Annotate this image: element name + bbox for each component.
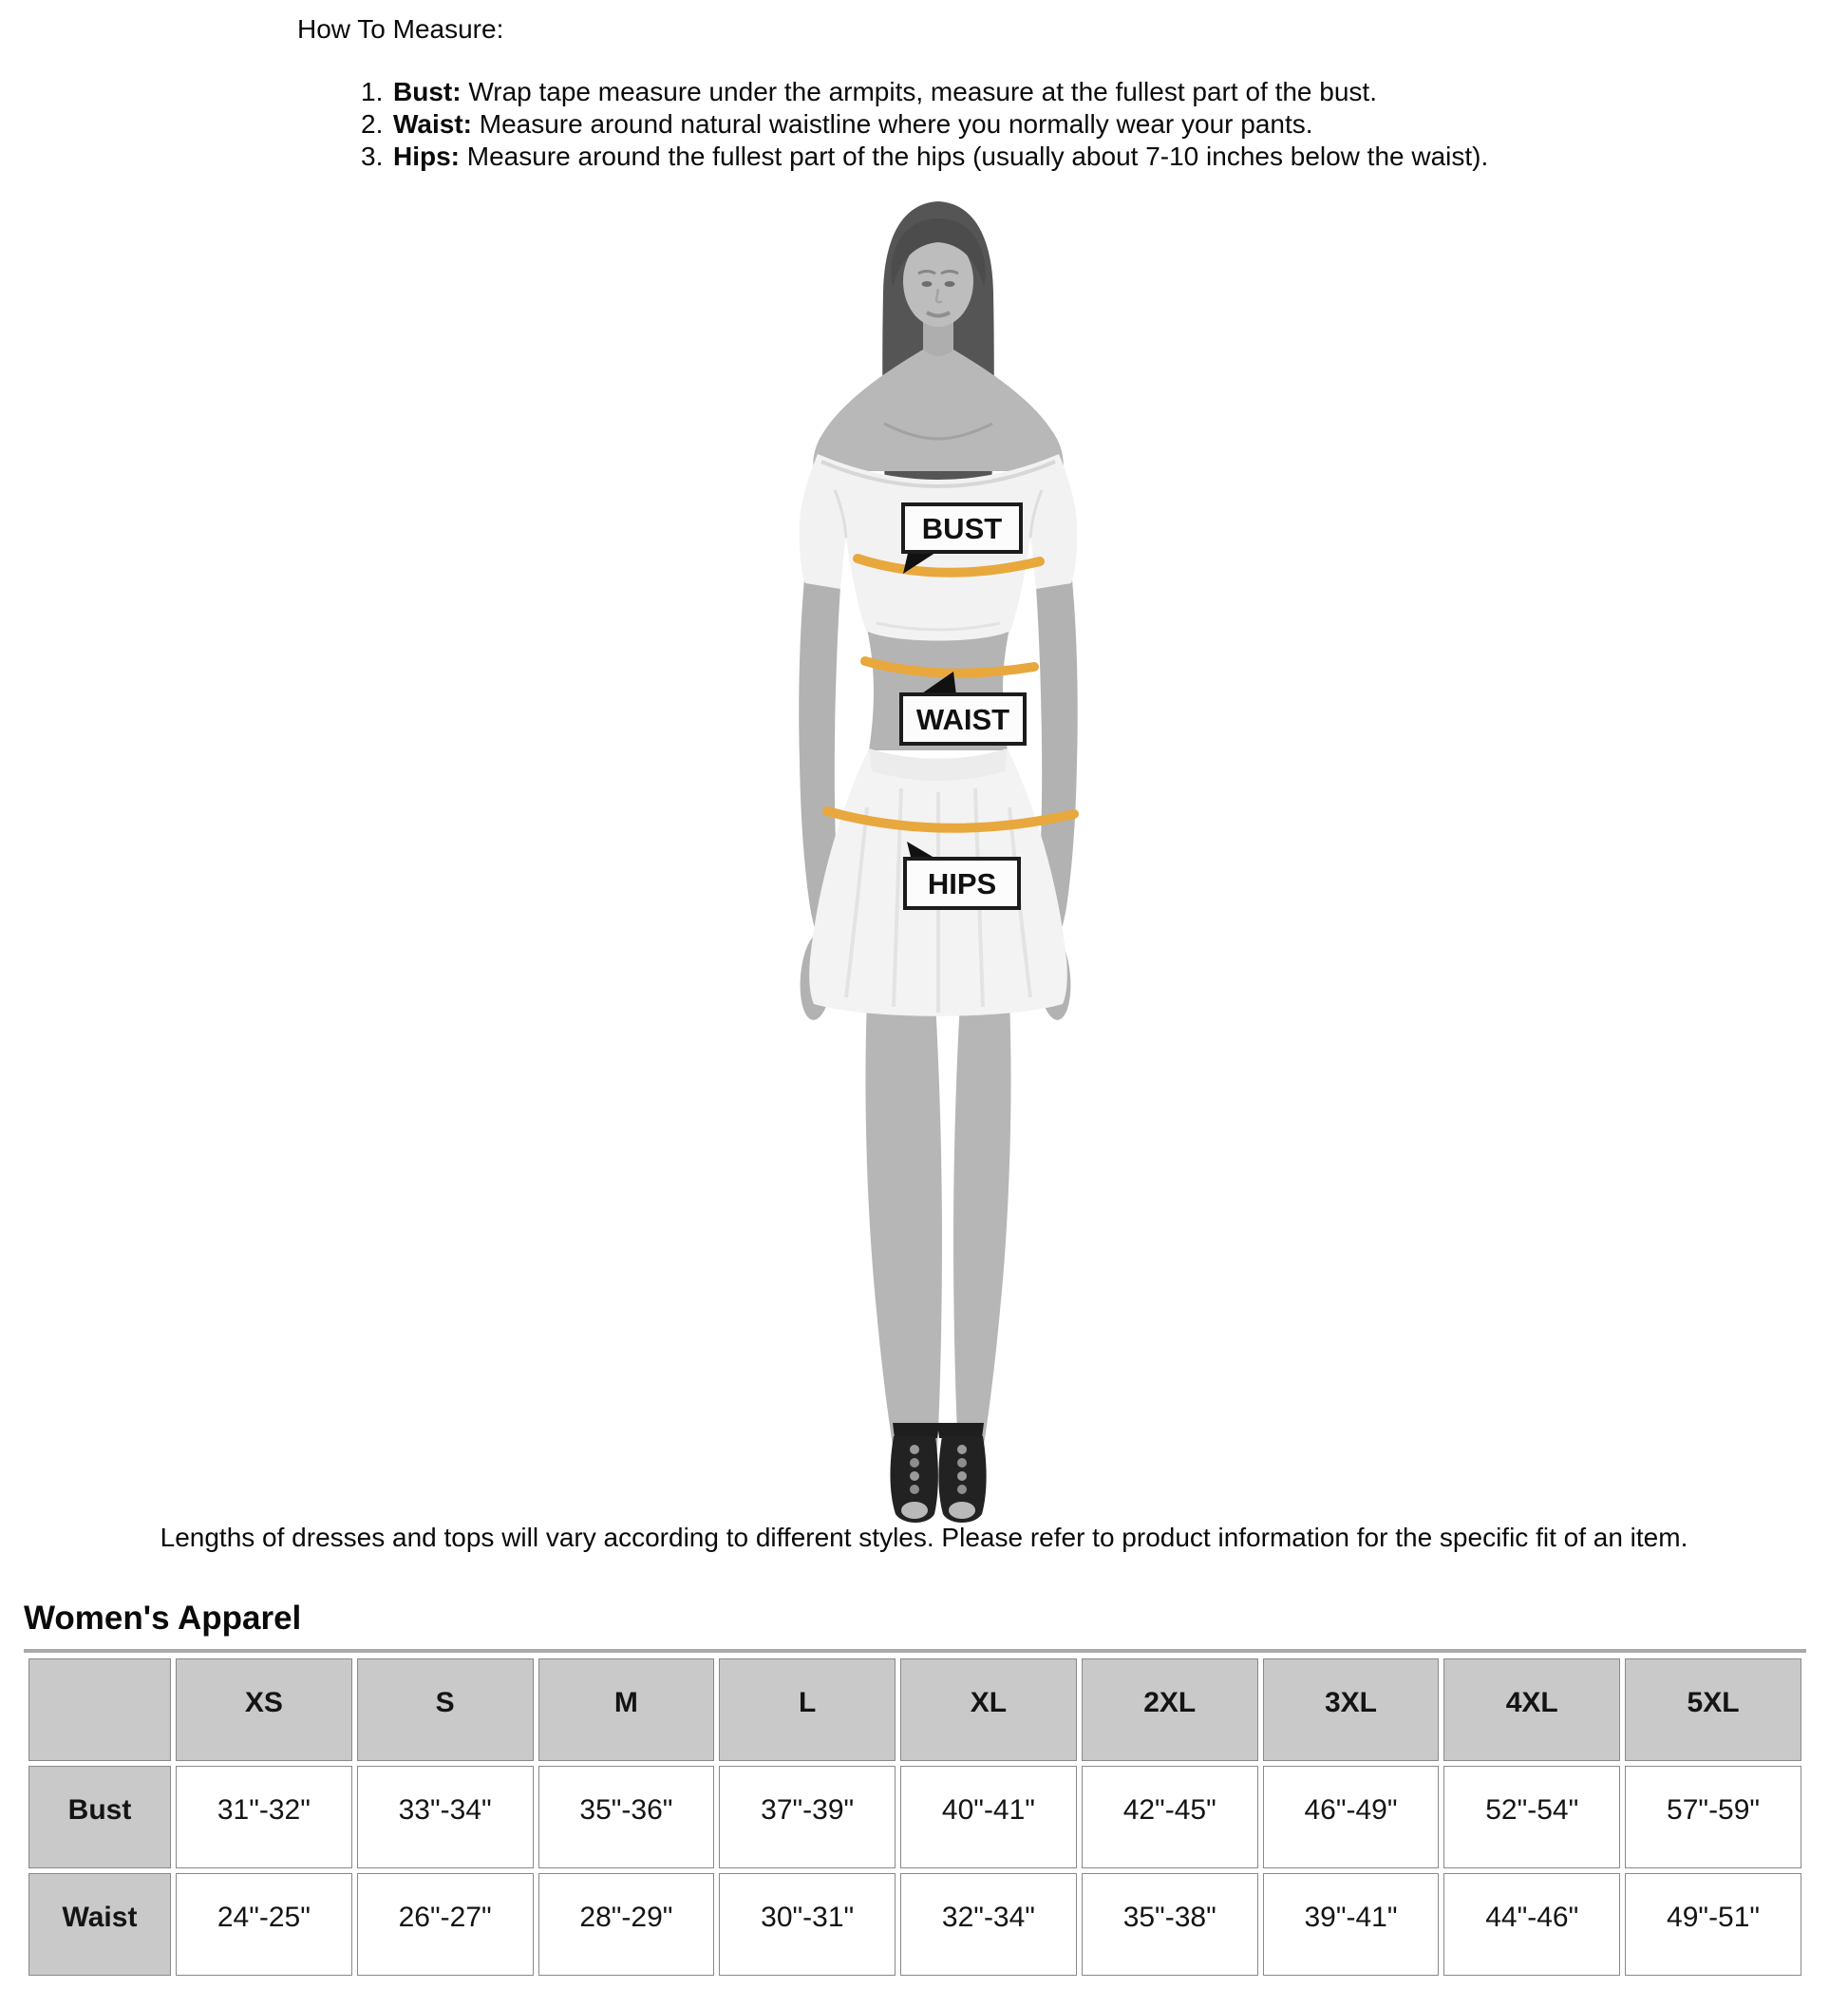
table-row bbox=[28, 1766, 1801, 1868]
size-value-cell: 40"-41" bbox=[900, 1766, 1077, 1868]
column-header-xs: XS bbox=[176, 1658, 352, 1761]
size-table bbox=[24, 1654, 1806, 1980]
column-header-2xl: 2XL bbox=[1082, 1658, 1258, 1761]
fit-note: Lengths of dresses and tops will vary according to different styles. Please refer to product information for the specific fit of an item. bbox=[160, 1523, 1688, 1552]
size-value-cell: 32"-34" bbox=[900, 1873, 1077, 1976]
hips-label-text: HIPS bbox=[927, 867, 997, 900]
size-value-cell: 37"-39" bbox=[719, 1766, 896, 1868]
instruction-term: Bust: bbox=[393, 77, 462, 106]
instruction-number: 3. bbox=[361, 142, 384, 171]
instruction-number: 2. bbox=[361, 109, 384, 139]
table-top-divider bbox=[24, 1649, 1806, 1653]
size-value-cell: 30"-31" bbox=[719, 1873, 896, 1976]
measure-instructions bbox=[361, 76, 1488, 173]
column-header-4xl: 4XL bbox=[1443, 1658, 1620, 1761]
instruction-term: Hips: bbox=[393, 142, 460, 171]
column-header-3xl: 3XL bbox=[1263, 1658, 1440, 1761]
right-eye bbox=[945, 281, 955, 287]
how-to-measure-title: How To Measure: bbox=[297, 14, 504, 44]
table-row bbox=[28, 1873, 1801, 1976]
size-value-cell: 57"-59" bbox=[1625, 1766, 1801, 1868]
size-value-cell: 42"-45" bbox=[1082, 1766, 1258, 1868]
right-shoe bbox=[937, 1423, 987, 1523]
column-header-s: S bbox=[357, 1658, 534, 1761]
bust-label-text: BUST bbox=[921, 512, 1003, 545]
size-value-cell: 28"-29" bbox=[538, 1873, 715, 1976]
size-value-cell: 39"-41" bbox=[1263, 1873, 1440, 1976]
instruction-hips bbox=[361, 141, 1488, 173]
instruction-term: Waist: bbox=[393, 109, 472, 139]
column-header-m: M bbox=[538, 1658, 715, 1761]
instruction-text: Measure around the fullest part of the hips (usually about 7-10 inches below the waist). bbox=[460, 142, 1489, 171]
size-value-cell: 46"-49" bbox=[1263, 1766, 1440, 1868]
size-table-body bbox=[28, 1766, 1801, 1976]
measurement-figure bbox=[725, 199, 1127, 1535]
size-value-cell: 31"-32" bbox=[176, 1766, 352, 1868]
left-eye bbox=[922, 281, 933, 287]
model-figure-image bbox=[725, 199, 1127, 1535]
size-value-cell: 44"-46" bbox=[1443, 1873, 1620, 1976]
right-leg bbox=[953, 997, 1011, 1451]
size-value-cell: 49"-51" bbox=[1625, 1873, 1801, 1976]
size-value-cell: 24"-25" bbox=[176, 1873, 352, 1976]
row-header-bust: Bust bbox=[28, 1766, 171, 1868]
column-header-xl: XL bbox=[900, 1658, 1077, 1761]
size-value-cell: 35"-38" bbox=[1082, 1873, 1258, 1976]
instruction-text: Measure around natural waistline where you normally wear your pants. bbox=[471, 109, 1313, 139]
left-leg bbox=[865, 997, 942, 1451]
size-value-cell: 52"-54" bbox=[1443, 1766, 1620, 1868]
instruction-text: Wrap tape measure under the armpits, measure at the fullest part of the bust. bbox=[461, 77, 1377, 106]
shoulders bbox=[813, 350, 1064, 471]
size-value-cell: 26"-27" bbox=[357, 1873, 534, 1976]
instruction-bust bbox=[361, 76, 1488, 108]
column-header-5xl: 5XL bbox=[1625, 1658, 1801, 1761]
size-value-cell: 33"-34" bbox=[357, 1766, 534, 1868]
section-title: Women's Apparel bbox=[24, 1600, 302, 1637]
instruction-waist bbox=[361, 108, 1488, 141]
instruction-number: 1. bbox=[361, 77, 384, 106]
size-value-cell: 35"-36" bbox=[538, 1766, 715, 1868]
corner-cell bbox=[28, 1658, 171, 1761]
size-table-header-row bbox=[28, 1658, 1801, 1761]
row-header-waist: Waist bbox=[28, 1873, 171, 1976]
column-header-l: L bbox=[719, 1658, 896, 1761]
waist-label-text: WAIST bbox=[915, 703, 1010, 736]
left-shoe bbox=[890, 1423, 939, 1523]
